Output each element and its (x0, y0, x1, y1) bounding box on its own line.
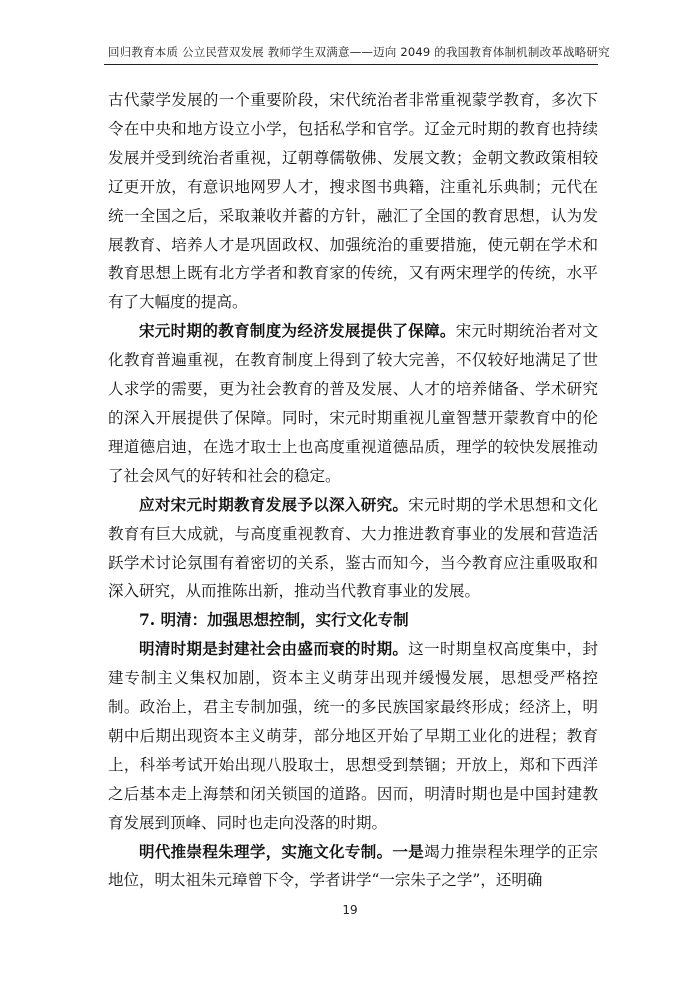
paragraph-lead: 明清时期是封建社会由盛而衰的时期。 (139, 639, 409, 659)
paragraph-lead: 明代推崇程朱理学，实施文化专制。一是 (139, 841, 425, 861)
paragraph-text: 这一时期皇权高度集中，封建专制主义集权加剧，资本主义萌芽出现并缓慢发展，思想受严格控制。政治上，君主专制加强，统一的多民族国家最终形成；经济上，明朝中后期出现资本主义萌芽，部分地区开始了早期工业化的进程；教育上，科举考试开始出现八股取士，思想受到禁锢；开放上，郑和下西洋之后基本走上海禁和闭关锁国的道路。因而，明清时期也是中国封建教育发展到顶峰、同时也走向没落的时期。 (108, 640, 598, 832)
paragraph-text: 竭力推崇程朱理学的正宗地位，明太祖朱元璋曾下令，学者讲学“一宗朱子之学”，还明确 (108, 842, 598, 890)
paragraph-text: 宋元时期统治者对文化教育普遍重视，在教育制度上得到了较大完善，不仅较好地满足了世人求学的需要，更为社会教育的普及发展、人才的培养储备、学术研究的深入开展提供了保障。同时，宋元时期重视儿童智慧开蒙教育中的伦理道德启迪，在选才取士上也高度重视道德品质，理学的较快发展推动了社会风气的好转和社会的稳定。 (108, 322, 598, 485)
page-body (108, 86, 598, 895)
paragraph-song-yuan-system (108, 317, 598, 490)
paragraph-lead: 宋元时期的教育制度为经济发展提供了保障。 (139, 321, 456, 341)
paragraph-lead: 应对宋元时期教育发展予以深入研究。 (139, 494, 409, 514)
page-number: 19 (342, 903, 358, 917)
paragraph-song-yuan-research (108, 491, 598, 607)
header-rule (104, 64, 598, 65)
paragraph-song-liao-jin-yuan-education: 古代蒙学发展的一个重要阶段，宋代统治者非常重视蒙学教育，多次下令在中央和地方设立小学，包括私学和官学。辽金元时期的教育也持续发展并受到统治者重视，辽朝尊儒敬佛、发展文教；金朝文教政策相较辽更开放，有意识地网罗人才，搜求图书典籍，注重礼乐典制；元代在统一全国之后，采取兼收并蓄的方针，融汇了全国的教育思想，认为发展教育、培养人才是巩固政权、加强统治的重要措施，使元朝在学术和教育思想上既有北方学者和教育家的传统，又有两宋理学的传统，水平有了大幅度的提高。 (108, 91, 598, 312)
paragraph-text: 宋元时期的学术思想和文化教育有巨大成就，与高度重视教育、大力推进教育事业的发展和营造活跃学术讨论氛围有着密切的关系，鉴古而知今，当今教育应注重吸取和深入研究，从而推陈出新，推动当代教育事业的发展。 (108, 495, 598, 601)
running-header: 回归教育本质 公立民营双发展 教师学生双满意——迈向 2049 的我国教育体制机制改革战略研究 (108, 45, 610, 59)
paragraph-ming-neo-confucianism (108, 838, 598, 896)
section-heading-ming-qing: 7. 明清：加强思想控制，实行文化专制 (139, 610, 409, 630)
paragraph-ming-qing-decline (108, 635, 598, 837)
